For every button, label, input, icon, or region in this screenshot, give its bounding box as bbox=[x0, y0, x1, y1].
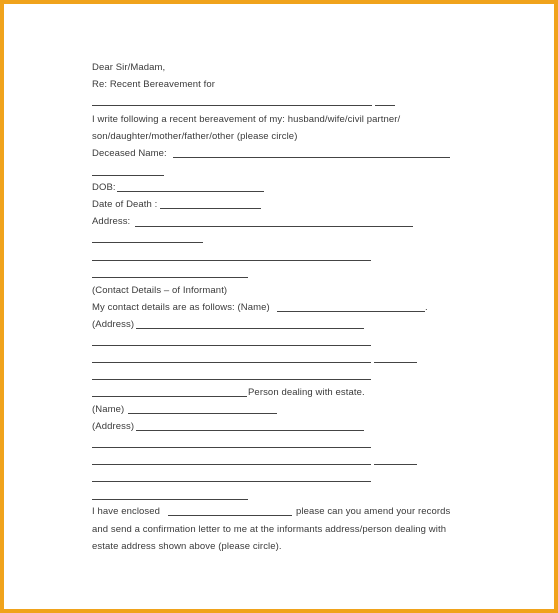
estate-name-label: (Name) bbox=[92, 404, 125, 415]
informant-address-field-4[interactable] bbox=[92, 379, 371, 380]
informant-postcode-field[interactable] bbox=[374, 362, 417, 363]
person-estate-label: Person dealing with estate. bbox=[248, 387, 365, 398]
re-line: Re: Recent Bereavement for bbox=[92, 79, 215, 90]
dob-field[interactable] bbox=[117, 191, 264, 192]
deceased-name-blank[interactable] bbox=[92, 105, 372, 106]
date-of-death-label: Date of Death : bbox=[92, 199, 158, 210]
address-field-3[interactable] bbox=[92, 260, 371, 261]
estate-address-field-2[interactable] bbox=[92, 447, 371, 448]
address-label: Address: bbox=[92, 216, 131, 227]
person-estate-field[interactable] bbox=[92, 396, 247, 397]
address-field-2[interactable] bbox=[92, 242, 203, 243]
deceased-name-field[interactable] bbox=[173, 157, 450, 158]
informant-address-field-3[interactable] bbox=[92, 362, 371, 363]
address-field[interactable] bbox=[135, 226, 413, 227]
deceased-name-field-cont[interactable] bbox=[92, 175, 164, 176]
deceased-name-label: Deceased Name: bbox=[92, 148, 167, 159]
informant-address-label: (Address) bbox=[92, 319, 135, 330]
bereavement-intro: I write following a recent bereavement of my: husband/wife/civil partner/ bbox=[92, 114, 401, 125]
estate-address-field-5[interactable] bbox=[92, 499, 248, 500]
enclosed-field[interactable] bbox=[168, 515, 292, 516]
contact-heading: (Contact Details – of Informant) bbox=[92, 285, 228, 296]
estate-address-label: (Address) bbox=[92, 421, 135, 432]
estate-address-field-4[interactable] bbox=[92, 481, 371, 482]
address-field-4[interactable] bbox=[92, 277, 248, 278]
deceased-name-blank-2[interactable] bbox=[375, 105, 395, 106]
informant-address-field-2[interactable] bbox=[92, 345, 371, 346]
estate-address-line: estate address shown above (please circle). bbox=[92, 541, 282, 552]
enclosed-request: please can you amend your records bbox=[296, 506, 451, 517]
date-of-death-field[interactable] bbox=[160, 208, 261, 209]
estate-address-field[interactable] bbox=[136, 430, 364, 431]
dob-label: DOB: bbox=[92, 182, 116, 193]
estate-name-field[interactable] bbox=[128, 413, 277, 414]
contact-period: . bbox=[425, 302, 428, 313]
confirmation-line: and send a confirmation letter to me at the informants address/person dealing with bbox=[92, 524, 447, 535]
relations-options: son/daughter/mother/father/other (please circle) bbox=[92, 131, 298, 142]
contact-intro: My contact details are as follows: (Name) bbox=[92, 302, 270, 313]
informant-name-field[interactable] bbox=[277, 311, 425, 312]
salutation: Dear Sir/Madam, bbox=[92, 62, 166, 73]
estate-postcode-field[interactable] bbox=[374, 464, 417, 465]
estate-address-field-3[interactable] bbox=[92, 464, 371, 465]
informant-address-field[interactable] bbox=[136, 328, 364, 329]
enclosed-label: I have enclosed bbox=[92, 506, 161, 517]
